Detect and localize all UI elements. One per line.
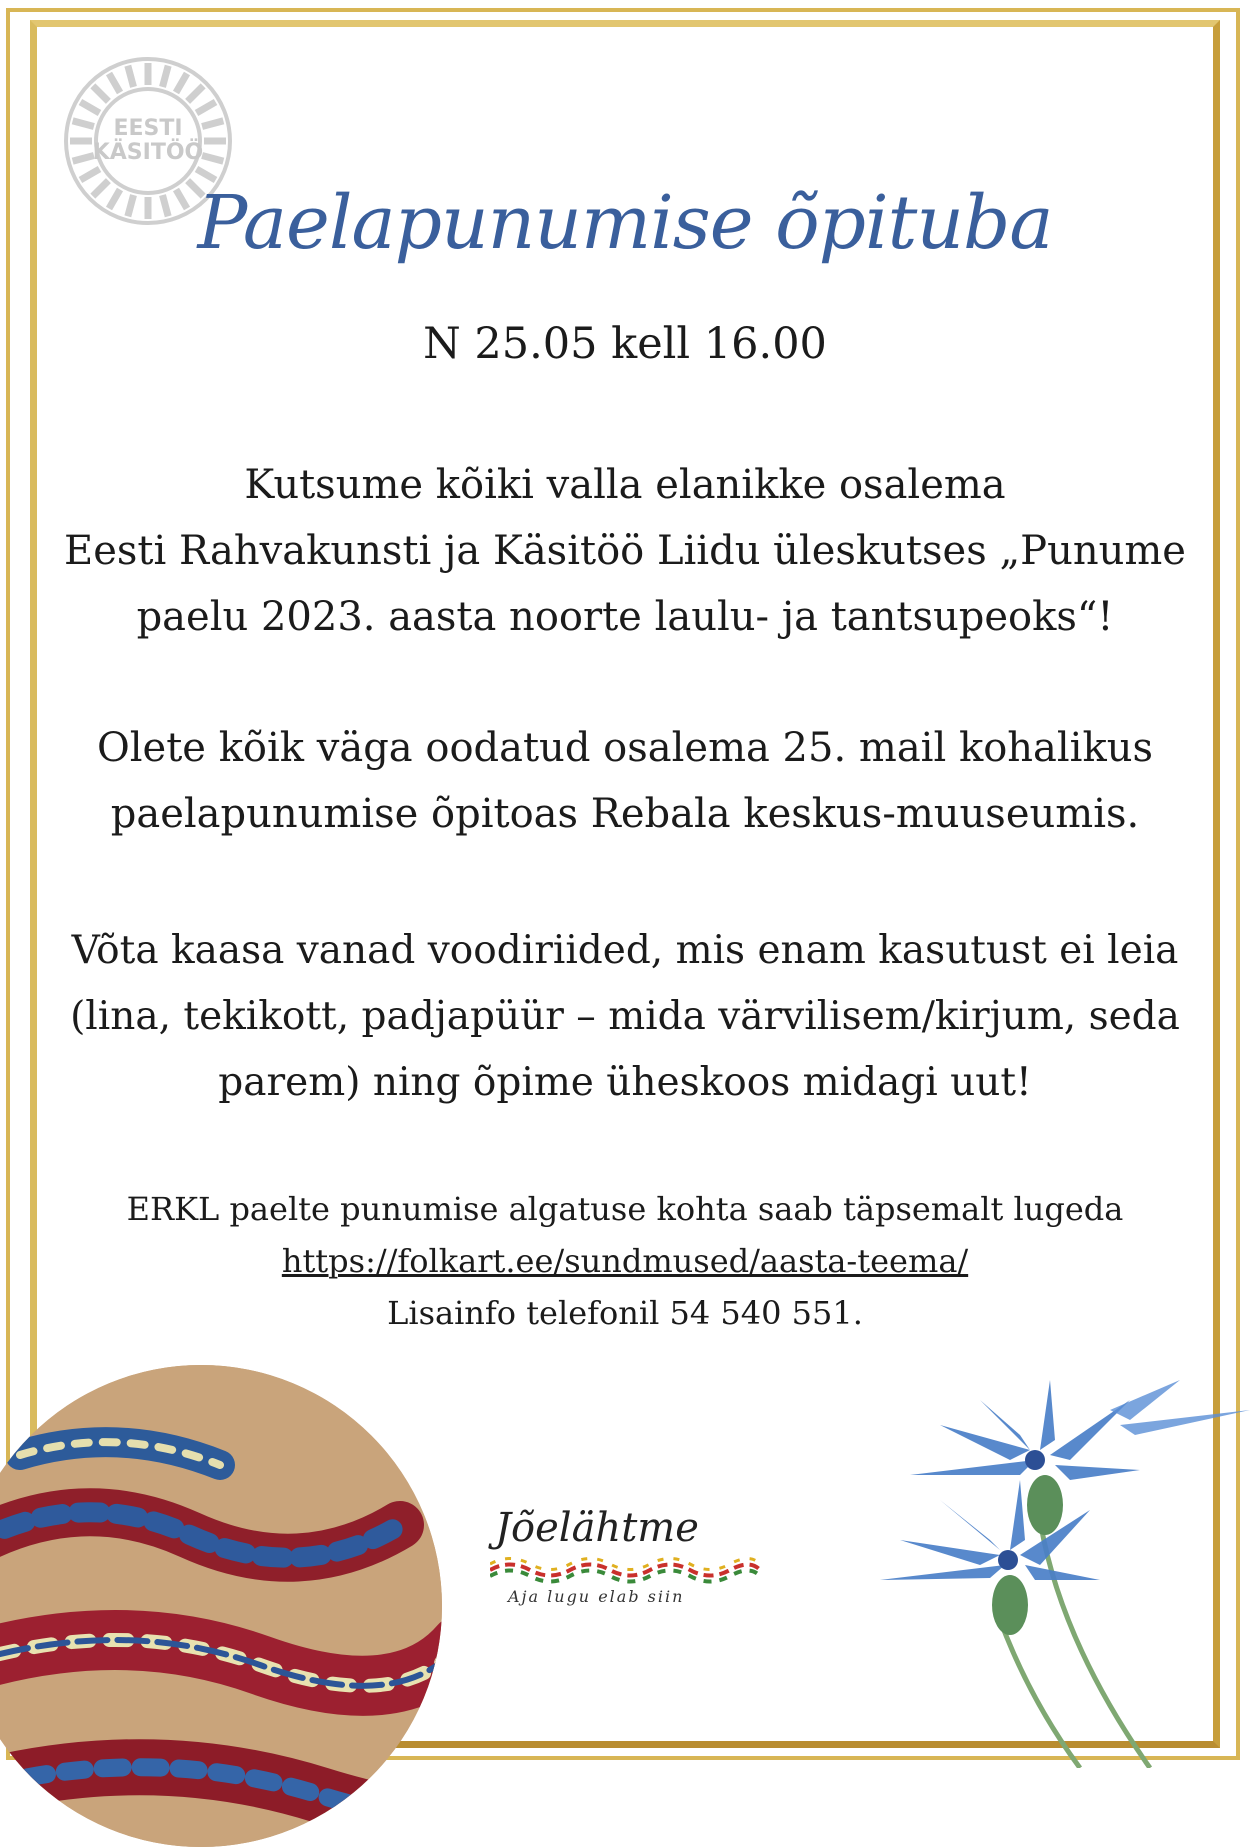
text-line: Eesti Rahvakunsti ja Käsitöö Liidu üleskutses „Punume (64, 528, 1186, 574)
signature-name: Jõelähtme (495, 1505, 699, 1551)
text-line: parem) ning õpime üheskoos midagi uut! (218, 1060, 1032, 1105)
text-line: paelu 2023. aasta noorte laulu- ja tantsupeoks“! (136, 594, 1114, 640)
logo-spoke (93, 86, 109, 102)
text-line: Võta kaasa vanad voodiriided, mis enam kasutust ei leia (71, 928, 1179, 973)
logo-spoke (80, 169, 99, 180)
logo-spoke (176, 73, 187, 92)
text-line: (lina, tekikott, padjapüür – mida värvilisem/kirjum, seda (70, 994, 1180, 1039)
info-block (0, 1183, 1250, 1339)
page-title: Paelapunumise õpituba (197, 180, 1053, 266)
folkart-link[interactable]: https://folkart.ee/sundmused/aasta-teema/ (281, 1242, 969, 1280)
logo-spoke (162, 66, 168, 87)
phone-info: Lisainfo telefonil 54 540 551. (387, 1294, 863, 1332)
event-date: N 25.05 kell 16.00 (423, 319, 827, 369)
logo-spoke (188, 86, 204, 102)
logo-spoke (109, 73, 120, 92)
joelahtme-signature-logo (480, 1505, 770, 1625)
logo-spoke (80, 102, 99, 113)
info-text: ERKL paelte punumise algatuse kohta saab täpsemalt lugeda (126, 1190, 1124, 1228)
logo-line-2: KÄSITÖÖ (92, 140, 204, 165)
text-line: Olete kõik väga oodatud osalema 25. mail kohalikus (96, 725, 1154, 771)
text-line: Kutsume kõiki valla elanikke osalema (244, 462, 1006, 508)
cornflower-illustration (880, 1380, 1250, 1768)
logo-spoke (196, 169, 215, 180)
logo-line-1: EESTI (113, 116, 183, 141)
welcome-paragraph (40, 715, 1210, 847)
bring-along-paragraph (40, 918, 1210, 1116)
signature-tagline: Aja lugu elab siin (508, 1587, 685, 1606)
logo-spoke (196, 102, 215, 113)
text-line: paelapunumise õpitoas Rebala keskus-muuseumis. (110, 791, 1140, 837)
logo-spoke (128, 66, 134, 87)
invitation-paragraph (40, 452, 1210, 650)
